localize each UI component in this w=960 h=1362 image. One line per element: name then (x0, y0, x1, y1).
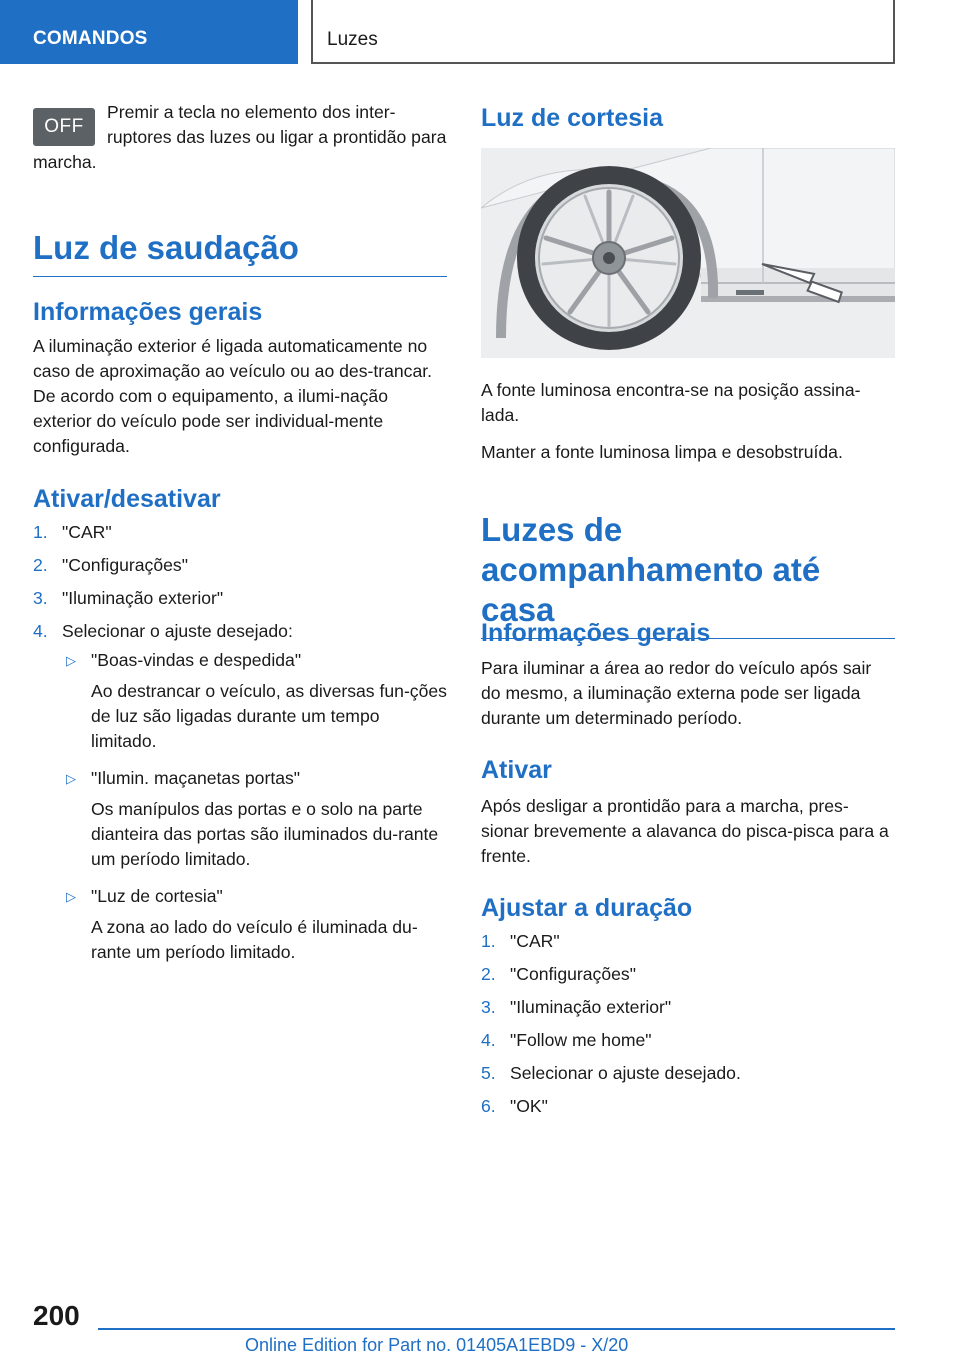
steps-list-1 (33, 520, 447, 977)
list-item: 5. Selecionar o ajuste desejado. (481, 1063, 741, 1083)
ativar-text: Após desligar a prontidão para a marcha, pres-sionar brevemente a alavanca do pisca-pisca para a frente. (481, 796, 889, 866)
steps-list-2 (481, 929, 895, 1127)
list-item: ▷ "Ilumin. maçanetas portas" Os manípulos das portas e o solo na parte dianteira das portas são iluminados du-rante um período limitado. (66, 768, 439, 869)
list-item: 6. "OK" (481, 1096, 548, 1116)
section-tab: COMANDOS (0, 0, 298, 64)
list-item: 1. "CAR" (33, 522, 112, 542)
intro-block (33, 100, 447, 175)
list-item: 4. Selecionar o ajuste desejado: ▷ "Boas-vindas e despedida" Ao destrancar o veículo, as diversas fun-ções de luz são ligadas durante um tempo limitado. ▷ "Ilumin. maçanetas portas" Os manípulos das portas e o solo na parte dianteira das portas são iluminados du-rante um período limitado. ▷ "Luz de cortesia" A zona ao lado do veículo é iluminada du-rante um período limitado. (33, 619, 447, 965)
list-item: 2. "Configurações" (33, 555, 188, 575)
heading-info-gerais-1: Informações gerais (33, 298, 263, 326)
heading-info-gerais-2: Informações gerais (481, 619, 711, 647)
chapter-title: Luzes (311, 0, 895, 64)
off-button-icon: OFF (33, 108, 95, 146)
heading-luzes-acompanhamento: Luzes de acompanhamento até casa (481, 510, 895, 639)
footer-divider (98, 1328, 895, 1330)
list-item: ▷ "Boas-vindas e despedida" Ao destrancar o veículo, as diversas fun-ções de luz são ligadas durante um tempo limitado. (66, 650, 447, 751)
triangle-bullet-icon: ▷ (66, 653, 76, 668)
cortesia-text-1: A fonte luminosa encontra-se na posição assina-lada. (481, 380, 861, 425)
list-item: ▷ "Luz de cortesia" A zona ao lado do veículo é iluminada du-rante um período limitado. (66, 886, 418, 962)
heading-luz-cortesia: Luz de cortesia (481, 104, 663, 132)
list-item: 4. "Follow me home" (481, 1030, 652, 1050)
triangle-bullet-icon: ▷ (66, 771, 76, 786)
heading-ativar-desativar: Ativar/desativar (33, 485, 221, 513)
page-number: 200 (33, 1300, 80, 1331)
info-text-2: Para iluminar a área ao redor do veículo após sair do mesmo, a iluminação externa pode ser ligada durante um determinado período. (481, 658, 872, 728)
cortesia-text-2: Manter a fonte luminosa limpa e desobstruída. (481, 442, 843, 462)
footer-edition: Online Edition for Part no. 01405A1EBD9 - X/20 (245, 1335, 629, 1355)
list-item: 3. "Iluminação exterior" (33, 588, 224, 608)
heading-ajustar-duracao: Ajustar a duração (481, 894, 693, 922)
heading-ativar: Ativar (481, 756, 552, 784)
options-list (62, 648, 447, 965)
list-item: 3. "Iluminação exterior" (481, 997, 672, 1017)
list-item: 2. "Configurações" (481, 964, 636, 984)
list-item: 1. "CAR" (481, 931, 560, 951)
heading-luz-saudacao: Luz de saudação (33, 228, 447, 277)
car-side-photo (481, 148, 895, 358)
intro-text: Premir a tecla no elemento dos inter-ruptores das luzes ou ligar a prontidão para marcha. (33, 102, 447, 172)
info-text-1: A iluminação exterior é ligada automaticamente no caso de aproximação ao veículo ou ao des-trancar. De acordo com o equipamento, a ilumi-nação exterior do veículo pode ser individual-mente configurada. (33, 336, 433, 456)
triangle-bullet-icon: ▷ (66, 889, 76, 904)
